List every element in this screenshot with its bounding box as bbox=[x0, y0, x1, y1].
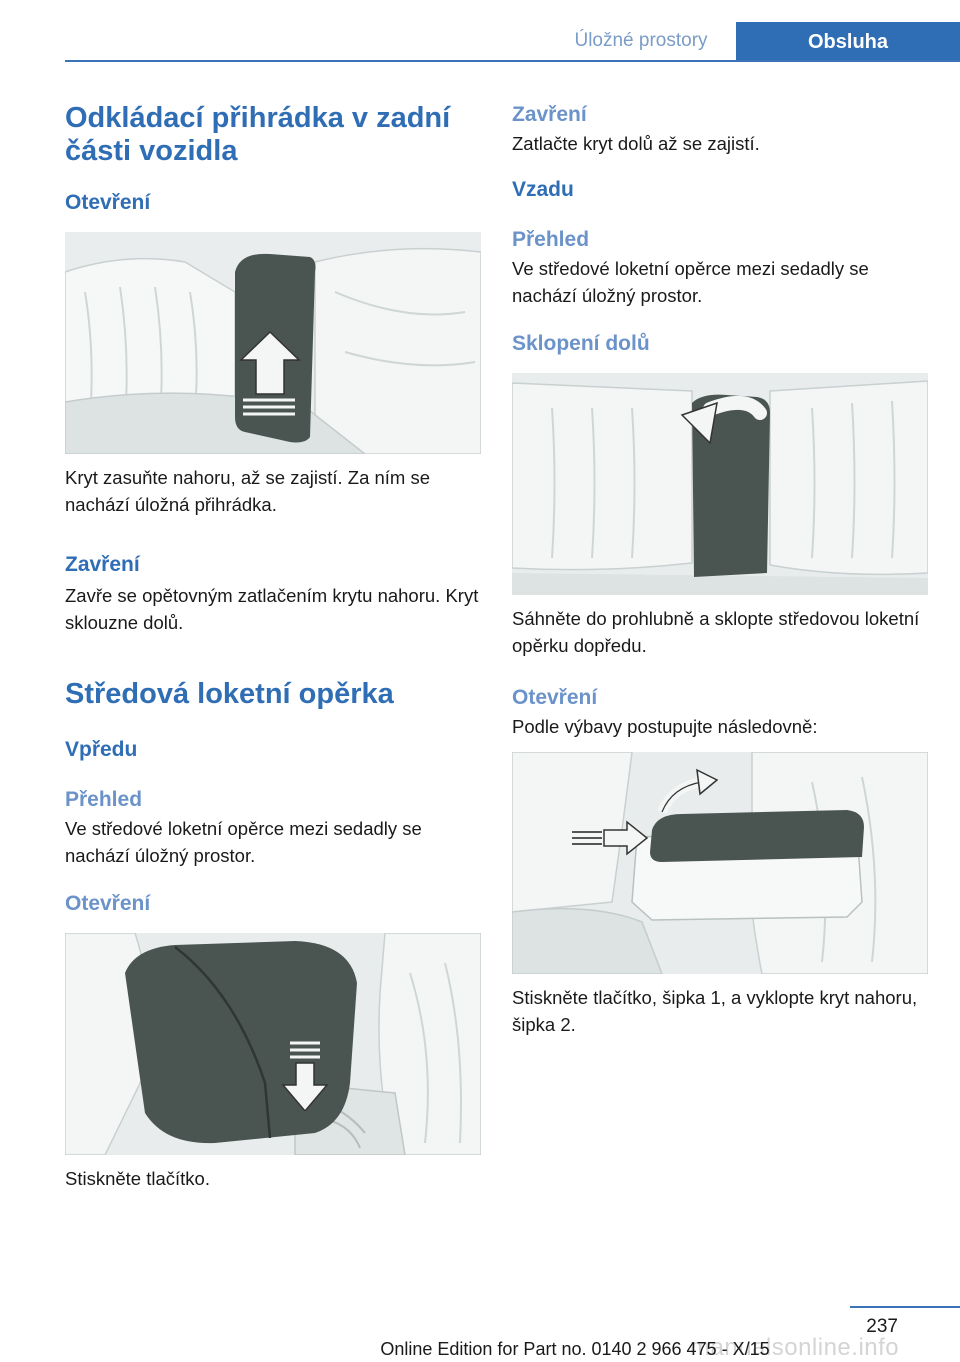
heading-fold-down: Sklopení dolů bbox=[512, 332, 650, 355]
figure-rear-armrest-fold bbox=[512, 373, 928, 595]
heading-overview: Přehled bbox=[65, 788, 143, 811]
heading-close: Zavření bbox=[65, 553, 140, 576]
section-title-rear-compartment: Odkládací přihrádka v zadní části vozidla bbox=[65, 102, 451, 167]
text-close-instructions: Zavře se opětovným zatlačením krytu nahoru. Kryt sklouzne dolů. bbox=[65, 585, 479, 633]
figure-rear-compartment bbox=[65, 232, 481, 454]
figure-rear-armrest-open bbox=[512, 752, 928, 974]
right-column bbox=[512, 102, 930, 1038]
rear-armrest-lid bbox=[650, 810, 864, 862]
text-open-steps: Stiskněte tlačítko, šipka 1, a vyklopte kryt nahoru, šipka 2. bbox=[512, 987, 918, 1035]
heading-rear: Vzadu bbox=[512, 178, 574, 201]
left-column bbox=[65, 102, 483, 1192]
front-armrest-cover bbox=[125, 941, 357, 1143]
heading-close-right: Zavření bbox=[512, 103, 587, 126]
section-title-center-armrest: Středová loketní opěrka bbox=[65, 678, 394, 710]
text-fold-instructions: Sáhněte do prohlubně a sklopte středovou loketní opěrku dopředu. bbox=[512, 608, 920, 656]
text-open-rear: Podle výbavy postupujte následovně: bbox=[512, 716, 818, 737]
figure-front-armrest bbox=[65, 933, 481, 1155]
heading-overview-rear: Přehled bbox=[512, 228, 590, 251]
heading-open-rear: Otevření bbox=[512, 686, 598, 709]
text-overview: Ve středové loketní opěrce mezi sedadly se nachází úložný prostor. bbox=[65, 818, 422, 866]
edition-note: Online Edition for Part no. 0140 2 966 475 - X/15 bbox=[380, 1339, 770, 1359]
text-press-button: Stiskněte tlačítko. bbox=[65, 1168, 210, 1189]
watermark: manualsonline.info bbox=[690, 1334, 900, 1361]
text-overview-rear: Ve středové loketní opěrce mezi sedadly se nachází úložný prostor. bbox=[512, 258, 869, 306]
page-number: 237 bbox=[866, 1316, 898, 1337]
text-close-right: Zatlačte kryt dolů až se zajistí. bbox=[512, 133, 760, 154]
footer-rule bbox=[850, 1306, 960, 1308]
header-section-tab[interactable]: Úložné prostory bbox=[574, 30, 708, 51]
heading-front: Vpředu bbox=[65, 738, 138, 761]
header-chapter-tab[interactable]: Obsluha bbox=[736, 22, 960, 62]
armrest-release-button bbox=[293, 1111, 321, 1129]
heading-open-front: Otevření bbox=[65, 892, 151, 915]
text-open-instructions: Kryt zasuňte nahoru, až se zajistí. Za ním se nachází úložná přihrádka. bbox=[65, 467, 431, 515]
header-rule bbox=[65, 60, 960, 62]
heading-open: Otevření bbox=[65, 191, 151, 214]
